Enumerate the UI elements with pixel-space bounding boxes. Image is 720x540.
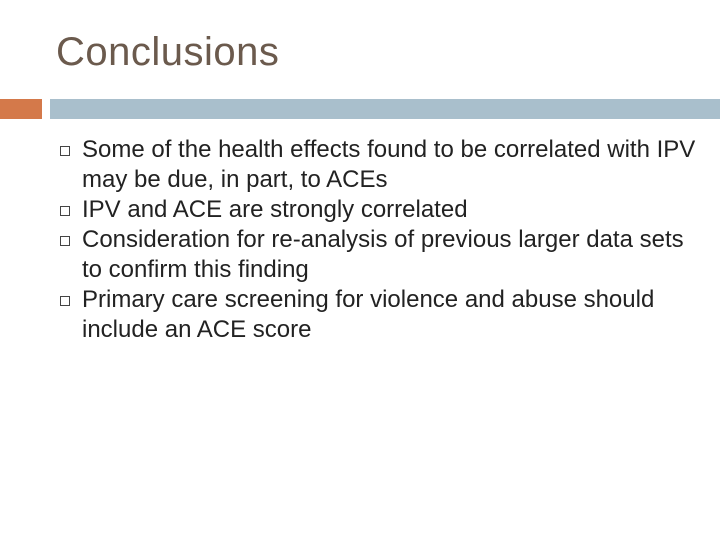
square-bullet-icon: [60, 146, 70, 156]
slide-title: Conclusions: [56, 30, 280, 74]
title-accent-bar: [0, 99, 42, 119]
bullet-item: [60, 135, 700, 195]
square-bullet-icon: [60, 296, 70, 306]
bullet-text: IPV and ACE are strongly correlated: [82, 196, 468, 223]
title-rule-bar: [50, 99, 720, 119]
bullet-item: [60, 285, 700, 345]
square-bullet-icon: [60, 206, 70, 216]
bullet-text: Consideration for re-analysis of previous larger data sets to confirm this finding: [82, 226, 684, 283]
bullet-list: [60, 135, 700, 345]
square-bullet-icon: [60, 236, 70, 246]
bullet-item: [60, 225, 700, 285]
bullet-text: Primary care screening for violence and abuse should include an ACE score: [82, 286, 655, 343]
bullet-text: Some of the health effects found to be correlated with IPV may be due, in part, to ACEs: [82, 136, 696, 193]
bullet-item: [60, 195, 700, 225]
